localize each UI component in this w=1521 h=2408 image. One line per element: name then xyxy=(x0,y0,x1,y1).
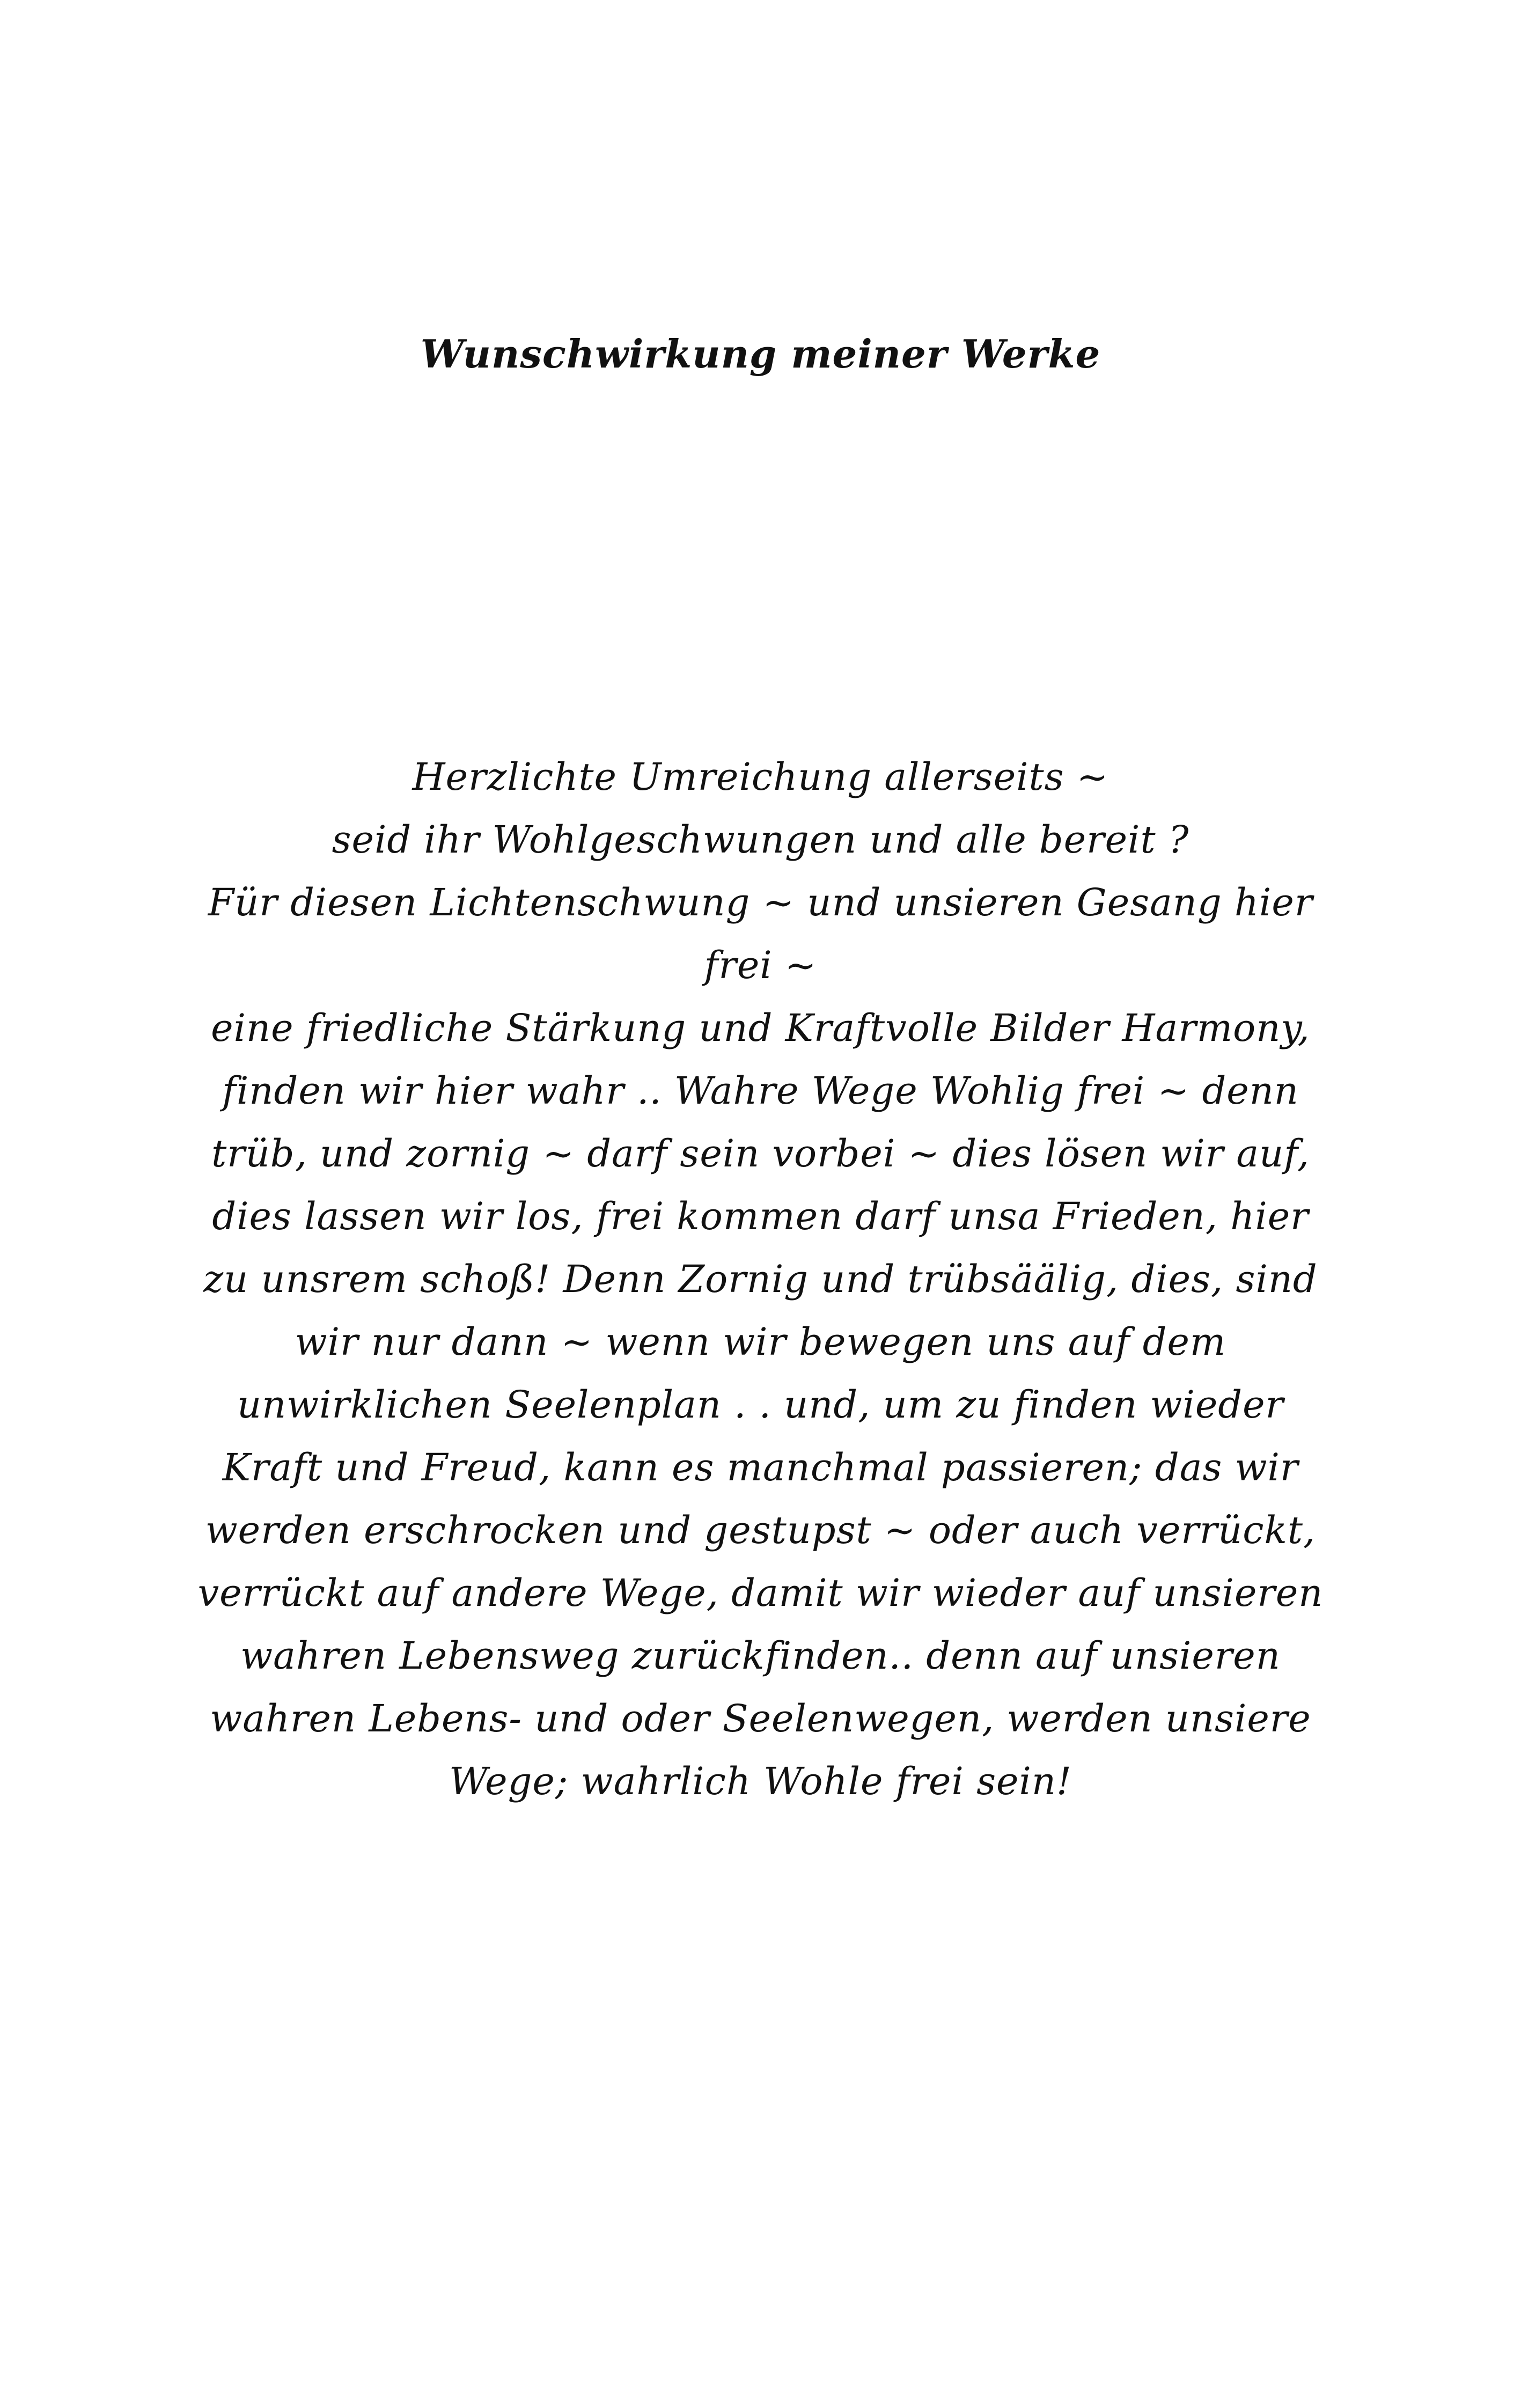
poem-line: wahren Lebens- und oder Seelenwegen, werden unsiere xyxy=(210,1697,1311,1741)
poem-line: wir nur dann ~ wenn wir bewegen uns auf dem xyxy=(295,1320,1226,1364)
poem-line: unwirklichen Seelenplan . . und, um zu finden wieder xyxy=(237,1383,1284,1427)
poem-line: zu unsrem schoß! Denn Zornig und trübsäälig, dies, sind xyxy=(203,1257,1318,1301)
poem-line: Wege; wahrlich Wohle frei sein! xyxy=(449,1759,1072,1803)
poem-line: verrückt auf andere Wege, damit wir wieder auf unsieren xyxy=(197,1571,1324,1615)
poem-line: wahren Lebensweg zurückfinden.. denn auf unsieren xyxy=(240,1634,1281,1678)
poem-body xyxy=(161,746,1360,1813)
page-title: Wunschwirkung meiner Werke xyxy=(420,331,1101,377)
poem-line: trüb, und zornig ~ darf sein vorbei ~ dies lösen wir auf, xyxy=(211,1132,1310,1176)
poem-line: frei ~ xyxy=(704,943,817,987)
poem-line: eine friedliche Stärkung und Kraftvolle Bilder Harmony, xyxy=(211,1006,1310,1050)
poem-line: finden wir hier wahr .. Wahre Wege Wohlig frei ~ denn xyxy=(222,1069,1299,1113)
poem-line: Herzlichte Umreichung allerseits ~ xyxy=(412,755,1109,799)
poem-line: dies lassen wir los, frei kommen darf unsa Frieden, hier xyxy=(212,1194,1309,1238)
poem-line: Kraft und Freud, kann es manchmal passieren; das wir xyxy=(222,1445,1299,1489)
poem-line: werden erschrocken und gestupst ~ oder auch verrückt, xyxy=(205,1508,1316,1552)
poem-line: Für diesen Lichtenschwung ~ und unsieren Gesang hier xyxy=(208,880,1313,924)
poem-line: seid ihr Wohlgeschwungen und alle bereit ? xyxy=(332,818,1189,862)
